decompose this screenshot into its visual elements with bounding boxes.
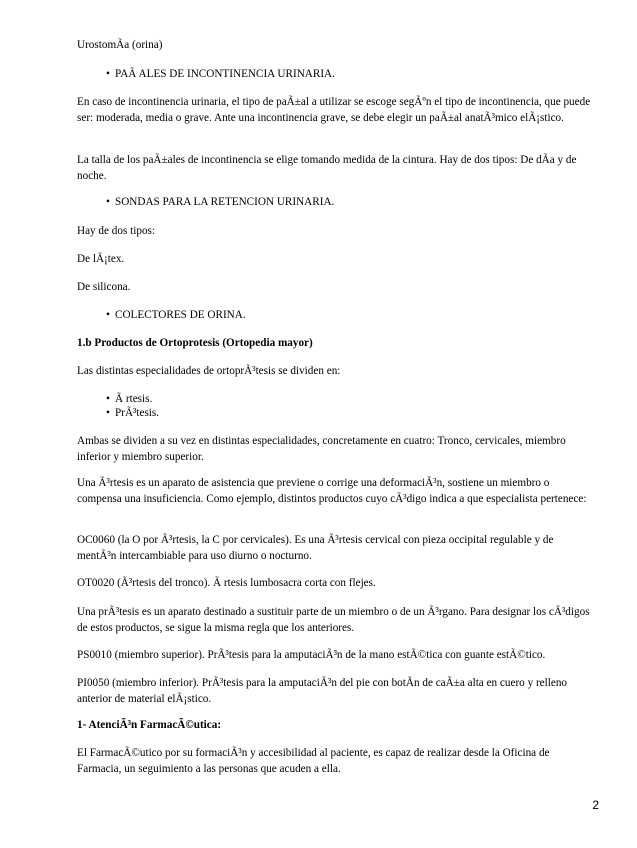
paragraph-oc0060: OC0060 (la O por Ã³rtesis, la C por cervicales). Es una Ã³rtesis cervical con pieza occipital regulable y de mentÃ³n intercambiable para uso diurno o nocturno. — [77, 534, 554, 562]
bullet-item-label: Ã rtesis. — [115, 393, 153, 405]
paragraph-dos-tipos: Hay de dos tipos: — [77, 225, 155, 237]
bullet-item-label: SONDAS PARA LA RETENCION URINARIA. — [115, 196, 335, 208]
paragraph-ambas: Ambas se dividen a su vez en distintas especialidades, concretamente en cuatro: Tronco, cervicales, miembro inferior y miembro superior. — [77, 435, 566, 463]
paragraph-incontinencia: En caso de incontinencia urinaria, el tipo de paÃ±al a utilizar se escoge segÃºn el tipo de incontinencia, que puede ser: moderada, media o grave. Ante una incontinencia grave, se debe elegir un paÃ±al anatÃ³mico elÃ¡stico. — [77, 96, 591, 124]
paragraph-silicona: De silicona. — [77, 281, 131, 293]
paragraph-ot0020: OT0020 (Ã³rtesis del tronco). Ã rtesis lumbosacra corta con flejes. — [77, 577, 376, 589]
bullet-item-sondas — [106, 195, 334, 211]
bullet-icon: • — [106, 196, 110, 208]
bullet-item-panales — [106, 67, 335, 83]
paragraph-farmaceutico: El FarmacÃ©utico por su formaciÃ³n y accesibilidad al paciente, es capaz de realizar desde la Oficina de Farmacia, un seguimiento a las personas que acuden a ella. — [77, 747, 550, 775]
section-heading-atencion: 1- AtenciÃ³n FarmacÃ©utica: — [77, 719, 222, 731]
paragraph-pi0050: PI0050 (miembro inferior). PrÃ³tesis para la amputaciÃ³n del pie con botÃn de caÃ±a alta en cuero y relleno anterior de material elÃ¡stico. — [77, 677, 568, 705]
paragraph-urostomia: UrostomÃa (orina) — [77, 39, 163, 51]
paragraph-ortesis-definicion: Una Ã³rtesis es un aparato de asistencia que previene o corrige una deformaciÃ³n, sostiene un miembro o compensa una insuficiencia. Como ejemplo, distintos productos cuyo cÃ³digo indica a que especialista pertenece: — [77, 477, 587, 505]
paragraph-ps0010: PS0010 (miembro superior). PrÃ³tesis para la amputaciÃ³n de la mano estÃ©tica con guante estÃ©tico. — [77, 649, 546, 661]
bullet-item-colectores — [106, 308, 246, 324]
paragraph-talla: La talla de los paÃ±ales de incontinencia se elige tomando medida de la cintura. Hay de dos tipos: De dÃa y de noche. — [77, 154, 577, 182]
bullet-icon: • — [106, 407, 110, 419]
bullet-icon: • — [106, 309, 110, 321]
bullet-icon: • — [106, 68, 110, 80]
bullet-item-label: PAÃ ALES DE INCONTINENCIA URINARIA. — [115, 68, 335, 80]
paragraph-protesis-definicion: Una prÃ³tesis es un aparato destinado a sustituir parte de un miembro o de un Ã³rgano. Para designar los cÃ³digos de estos productos, se sigue la misma regla que los anteriores. — [77, 606, 590, 634]
section-heading-ortoprotesis: 1.b Productos de Ortoprotesis (Ortopedia mayor) — [77, 337, 313, 349]
bullet-icon: • — [106, 393, 110, 405]
bullet-item-protesis — [106, 406, 159, 422]
bullet-item-label: PrÃ³tesis. — [115, 407, 160, 419]
paragraph-latex: De lÃ¡tex. — [77, 253, 125, 265]
bullet-item-label: COLECTORES DE ORINA. — [115, 309, 246, 321]
page-number: 2 — [592, 798, 599, 812]
paragraph-especialidades: Las distintas especialidades de ortoprÃ³tesis se dividen en: — [77, 365, 341, 377]
